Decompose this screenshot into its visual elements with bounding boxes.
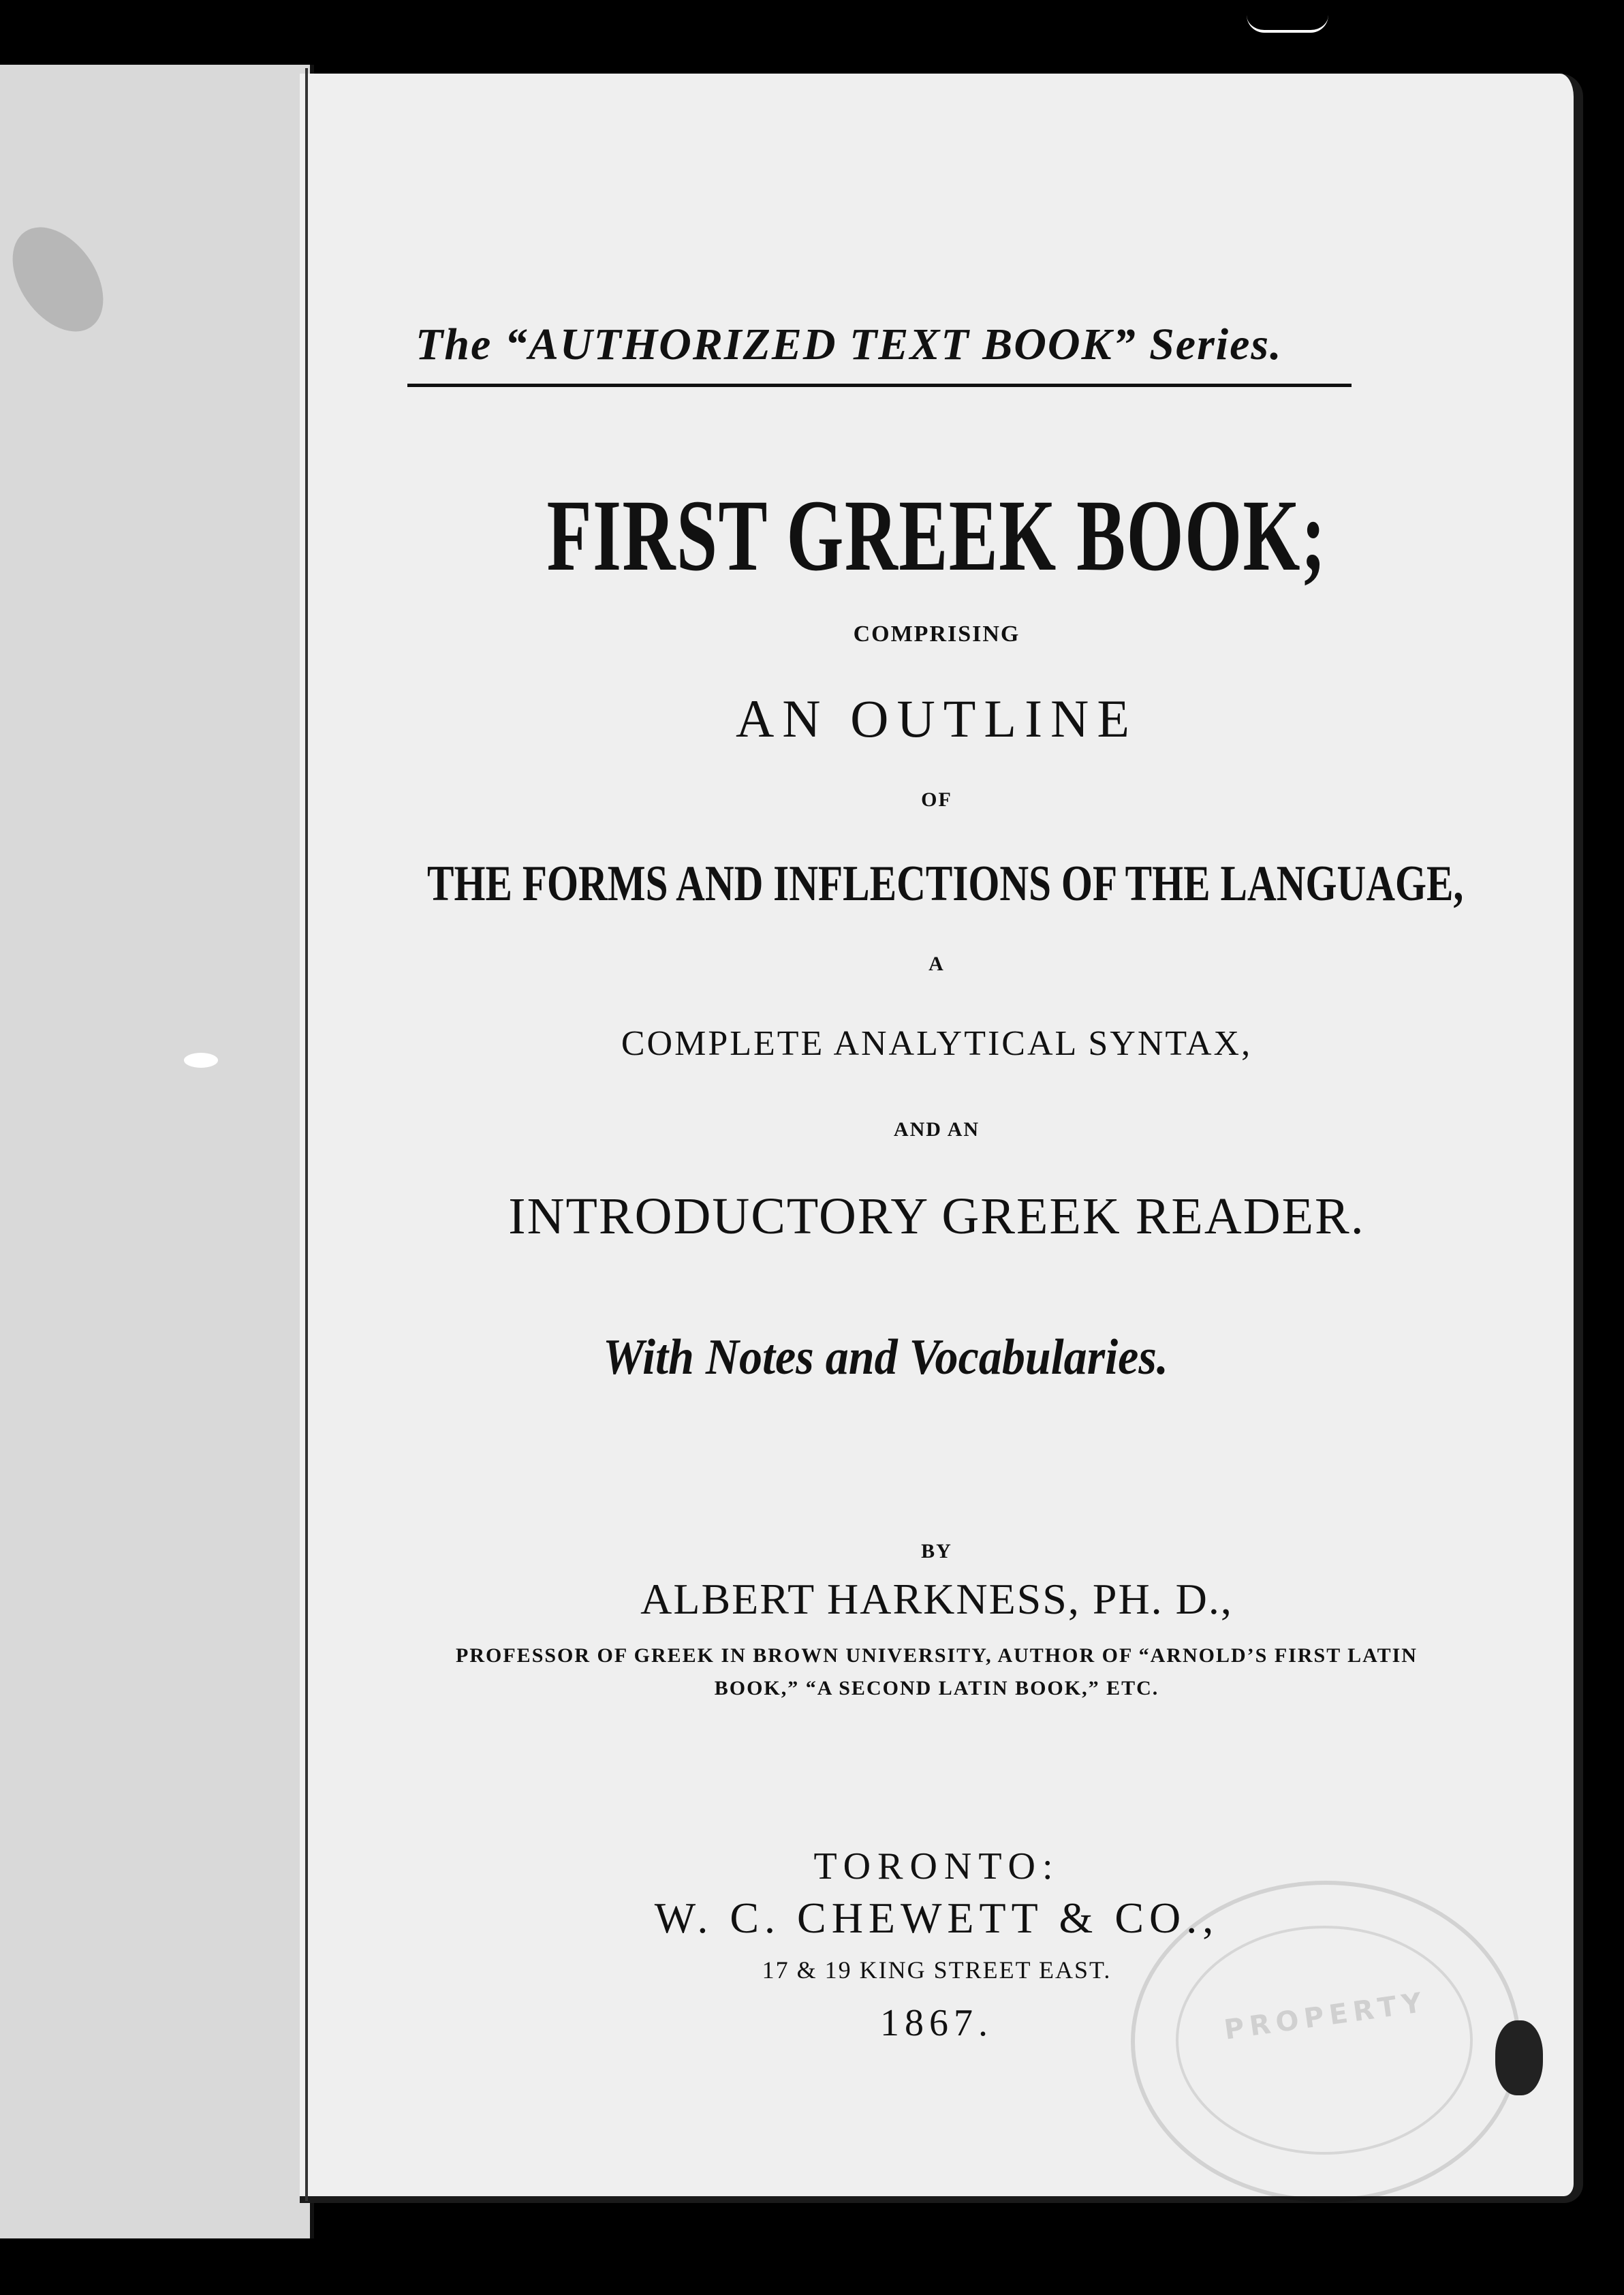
page-blemish xyxy=(184,1053,218,1068)
credentials-line-1: PROFESSOR OF GREEK IN BROWN UNIVERSITY, AUTHOR OF “ARNOLD’S FIRST LATIN xyxy=(456,1644,1418,1667)
author-credentials xyxy=(300,1639,1574,1705)
scan-artifact xyxy=(1247,15,1328,33)
credentials-line-2: BOOK,” “A SECOND LATIN BOOK,” ETC. xyxy=(714,1677,1159,1699)
a-label: A xyxy=(928,953,945,975)
library-stamp xyxy=(1131,1881,1520,2202)
book-title: FIRST GREEK BOOK; xyxy=(546,479,1327,592)
series-rule xyxy=(407,384,1352,387)
publication-year: 1867. xyxy=(880,2002,993,2044)
series-heading: The “AUTHORIZED TEXT BOOK” Series. xyxy=(416,320,1283,369)
ink-blot xyxy=(1495,2020,1543,2095)
syntax-heading: COMPLETE ANALYTICAL SYNTAX, xyxy=(621,1024,1253,1063)
facing-page xyxy=(0,65,314,2238)
outline-heading: AN OUTLINE xyxy=(735,689,1138,748)
reader-heading: INTRODUCTORY GREEK READER. xyxy=(508,1188,1365,1245)
of-label: OF xyxy=(921,788,952,811)
publisher-name: W. C. CHEWETT & CO., xyxy=(654,1894,1219,1942)
publisher-address: 17 & 19 KING STREET EAST. xyxy=(762,1956,1112,1984)
by-label: BY xyxy=(921,1540,952,1562)
and-an-label: AND AN xyxy=(893,1118,980,1141)
comprising-label: COMPRISING xyxy=(853,621,1020,647)
forms-heading: THE FORMS AND INFLECTIONS OF THE LANGUAGE, xyxy=(427,856,1464,912)
publisher-city: TORONTO: xyxy=(813,1845,1060,1888)
notes-subtitle: With Notes and Vocabularies. xyxy=(603,1329,1168,1385)
author-name: ALBERT HARKNESS, PH. D., xyxy=(640,1575,1233,1623)
page-smudge xyxy=(0,211,122,348)
stamp-text: PROPERTY xyxy=(1222,1986,1429,2046)
